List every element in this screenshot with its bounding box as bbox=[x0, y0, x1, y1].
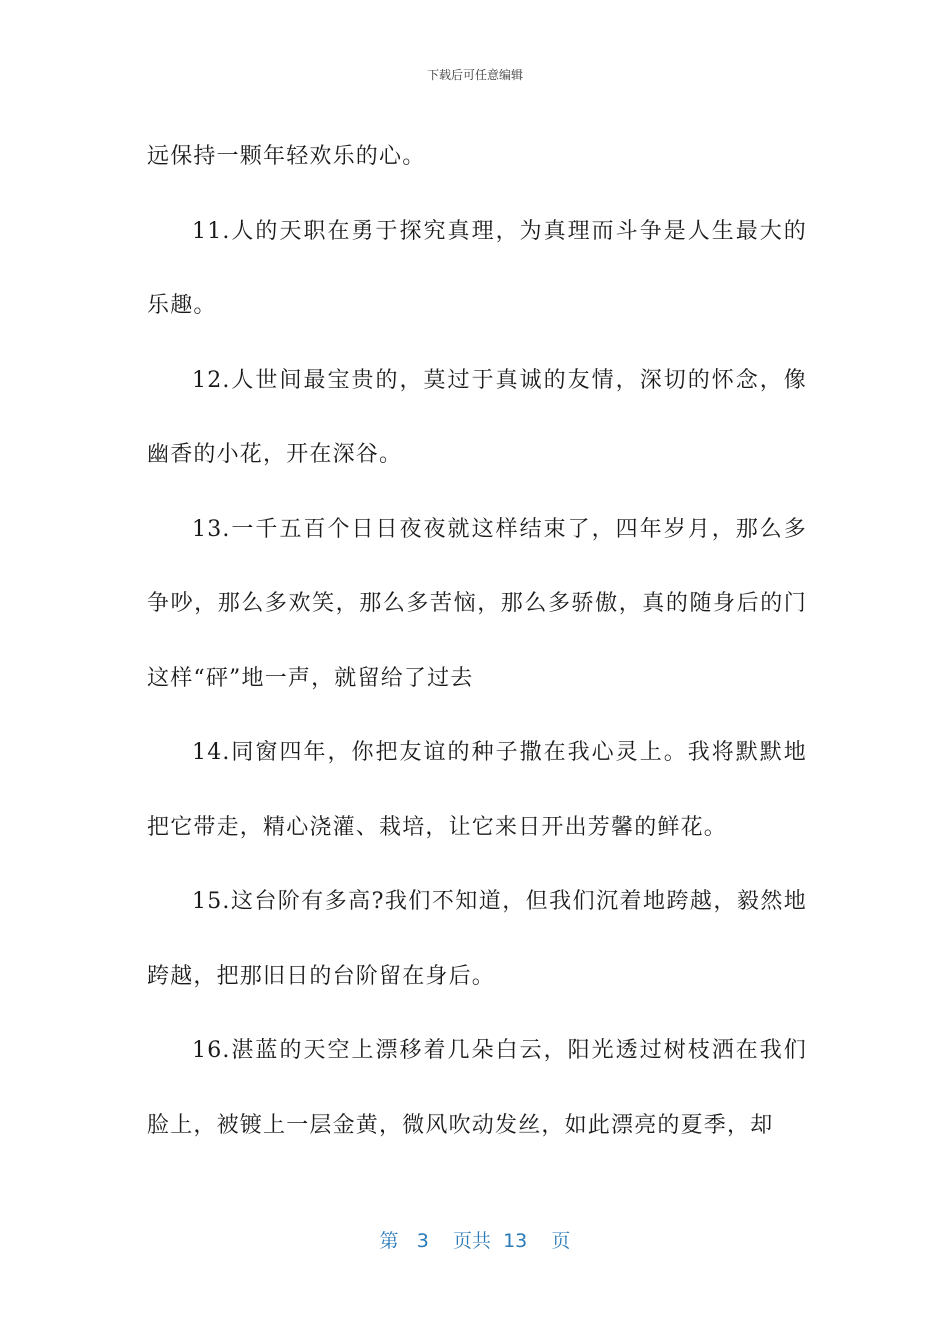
paragraph-13: 13.一千五百个日日夜夜就这样结束了，四年岁月，那么多争吵，那么多欢笑，那么多苦恼，那么多骄傲，真的随身后的门这样“砰”地一声，就留给了过去 bbox=[147, 516, 807, 691]
paragraph-11: 11.人的天职在勇于探究真理，为真理而斗争是人生最大的乐趣。 bbox=[147, 218, 807, 318]
paragraph-continuation: 远保持一颗年轻欢乐的心。 bbox=[147, 144, 426, 169]
paragraph-15: 15.这台阶有多高?我们不知道，但我们沉着地跨越，毅然地跨越，把那旧日的台阶留在身后。 bbox=[147, 889, 807, 989]
footer-total-pages: 13 bbox=[503, 1230, 528, 1252]
footer-prefix: 第 bbox=[379, 1230, 399, 1252]
document-body bbox=[147, 120, 807, 1163]
paragraph-14: 14.同窗四年，你把友谊的种子撒在我心灵上。我将默默地把它带走，精心浇灌、栽培，让它来日开出芳馨的鲜花。 bbox=[147, 740, 807, 840]
footer-middle: 页共 bbox=[452, 1230, 491, 1252]
footer-current-page: 3 bbox=[416, 1230, 429, 1252]
page-footer bbox=[0, 1226, 950, 1253]
paragraph-16: 16.湛蓝的天空上漂移着几朵白云，阳光透过树枝洒在我们脸上，被镀上一层金黄，微风吹动发丝，如此漂亮的夏季，却 bbox=[147, 1038, 807, 1138]
page-header: 下载后可任意编辑 bbox=[426, 68, 523, 82]
paragraph-12: 12.人世间最宝贵的，莫过于真诚的友情，深切的怀念，像幽香的小花，开在深谷。 bbox=[147, 367, 807, 467]
footer-suffix: 页 bbox=[551, 1230, 571, 1252]
